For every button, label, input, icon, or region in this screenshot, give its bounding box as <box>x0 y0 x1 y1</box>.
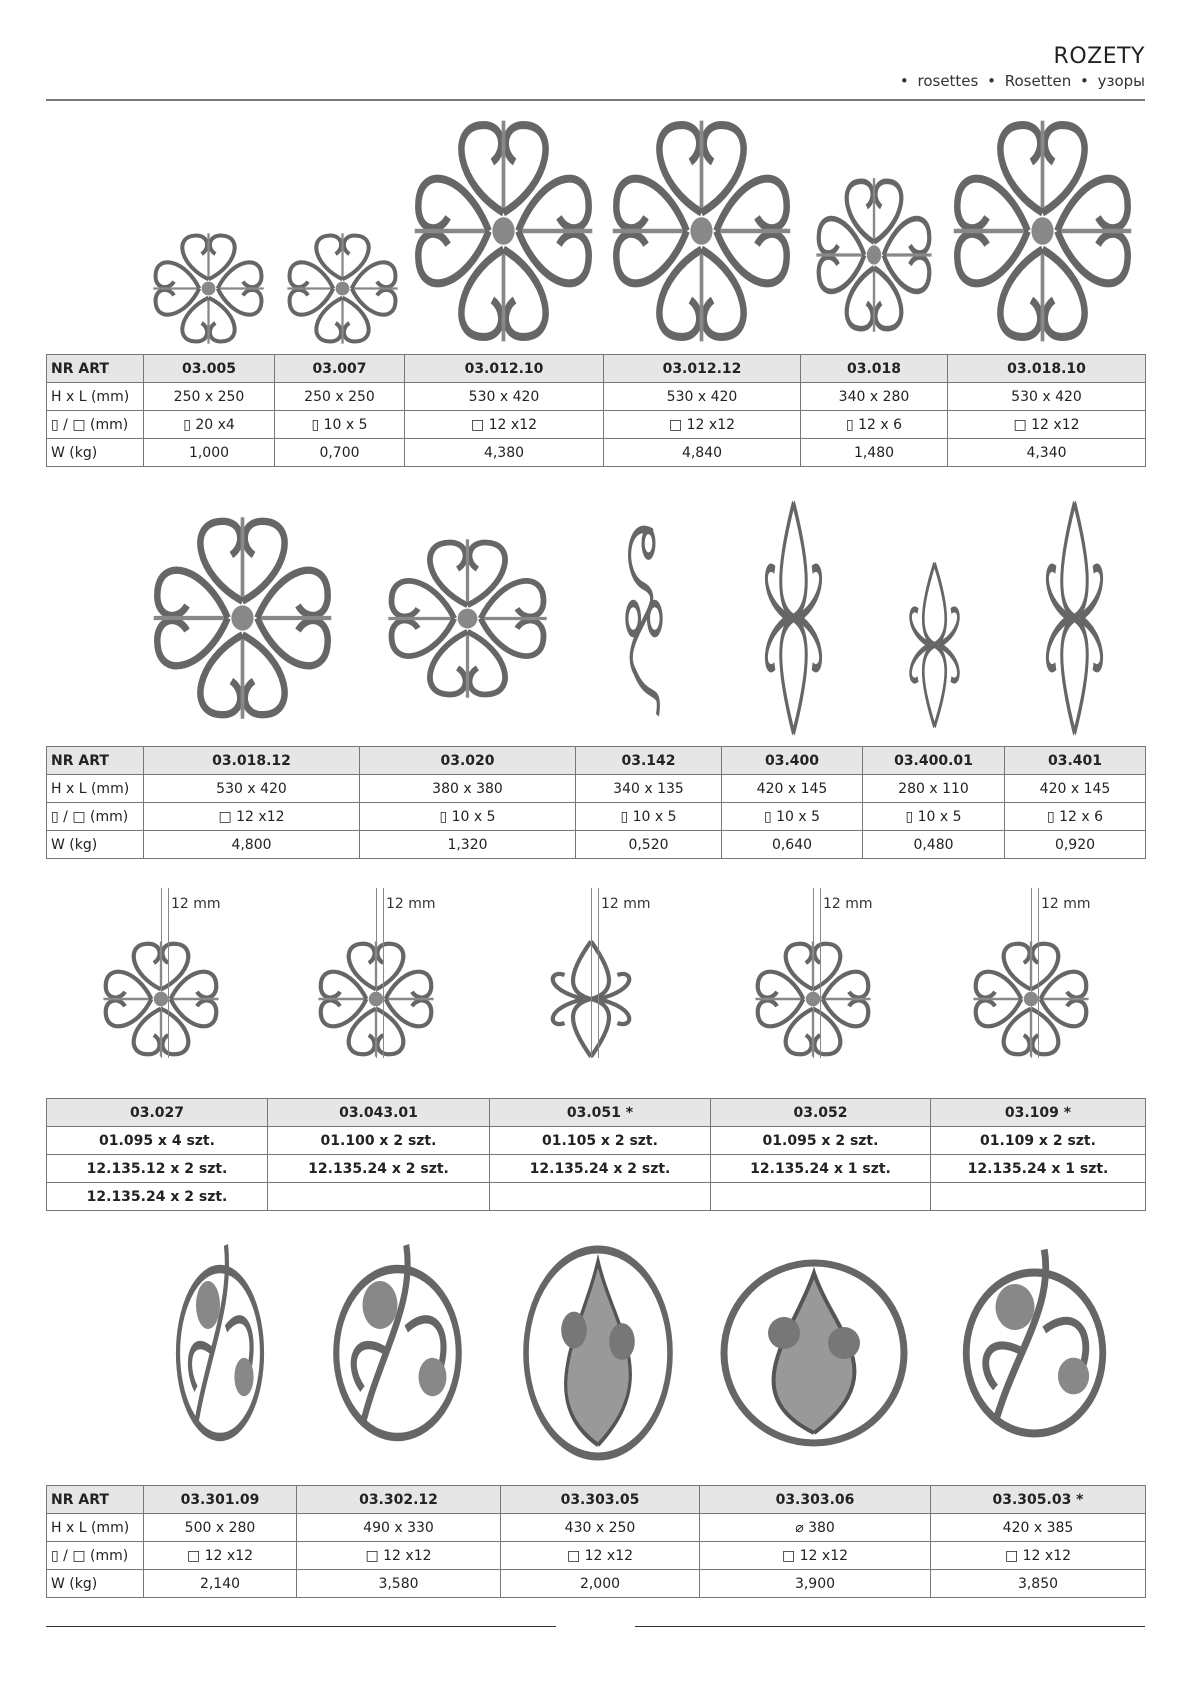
row-label: H x L (mm) <box>47 383 144 411</box>
table-cell: 03.012.12 <box>604 355 801 383</box>
table-cell: 4,840 <box>604 439 801 467</box>
row-label: H x L (mm) <box>47 1514 144 1542</box>
table-header-row <box>47 355 1146 383</box>
table-cell: ▯ 20 x4 <box>144 411 275 439</box>
row-label: ▯ / □ (mm) <box>47 803 144 831</box>
ornament-03-020 <box>385 536 550 701</box>
row-label: W (kg) <box>47 831 144 859</box>
table-cell: 03.018.12 <box>144 747 360 775</box>
table-cell: 530 x 420 <box>948 383 1146 411</box>
table-cell: 03.051 * <box>490 1099 711 1127</box>
table-cell: 01.105 x 2 szt. <box>490 1127 711 1155</box>
ornament-03-303-05 <box>518 1238 678 1468</box>
table-cell: 03.027 <box>47 1099 268 1127</box>
table-cell: 03.007 <box>275 355 405 383</box>
table-cell: 0,480 <box>863 831 1005 859</box>
table-cell: 340 x 135 <box>576 775 722 803</box>
ornament-03-303-06 <box>714 1253 914 1453</box>
table-cell <box>711 1183 931 1211</box>
table-cell: 280 x 110 <box>863 775 1005 803</box>
table-cell: 0,700 <box>275 439 405 467</box>
table-cell <box>268 1183 490 1211</box>
table-cell: 03.043.01 <box>268 1099 490 1127</box>
table-cell: 1,320 <box>360 831 576 859</box>
table-cell: 4,380 <box>405 439 604 467</box>
table-row <box>47 775 1146 803</box>
row-label: W (kg) <box>47 1570 144 1598</box>
table-cell: 250 x 250 <box>275 383 405 411</box>
table-cell: 420 x 145 <box>1005 775 1146 803</box>
page-title: ROZETY <box>1053 44 1145 69</box>
table-cell: 12.135.24 x 2 szt. <box>268 1155 490 1183</box>
table-cell: 03.005 <box>144 355 275 383</box>
ornament-03-400 <box>751 498 836 738</box>
table-cell: 3,900 <box>700 1570 931 1598</box>
table-cell: 340 x 280 <box>801 383 948 411</box>
spec-table-4 <box>46 1485 1146 1598</box>
table-cell: 490 x 330 <box>297 1514 501 1542</box>
table-cell: 530 x 420 <box>405 383 604 411</box>
table-cell: 3,850 <box>931 1570 1146 1598</box>
table-cell: 03.303.06 <box>700 1486 931 1514</box>
table-cell: 12.135.24 x 1 szt. <box>711 1155 931 1183</box>
table-cell: ▯ 12 x 6 <box>801 411 948 439</box>
row-label: ▯ / □ (mm) <box>47 411 144 439</box>
ornament-03-018-12 <box>150 513 335 723</box>
table-cell: 03.302.12 <box>297 1486 501 1514</box>
table-cell: 1,000 <box>144 439 275 467</box>
ornament-03-305-03 <box>937 1238 1132 1468</box>
table-cell: □ 12 x12 <box>297 1542 501 1570</box>
table-row <box>47 439 1146 467</box>
table-cell: 03.052 <box>711 1099 931 1127</box>
table-cell: 12.135.12 x 2 szt. <box>47 1155 268 1183</box>
table-cell: □ 12 x12 <box>931 1542 1146 1570</box>
table-header-row <box>47 747 1146 775</box>
bar-guide-lines <box>813 888 821 1058</box>
table-cell: 380 x 380 <box>360 775 576 803</box>
table-cell: 01.095 x 4 szt. <box>47 1127 268 1155</box>
page-subtitle: • rosettes • Rosetten • узоры <box>899 72 1145 90</box>
bar-guide-lines <box>591 888 599 1058</box>
table-cell: □ 12 x12 <box>948 411 1146 439</box>
table-cell: 1,480 <box>801 439 948 467</box>
table-cell <box>931 1183 1146 1211</box>
ornament-03-012-12 <box>609 116 794 346</box>
table-cell: 03.301.09 <box>144 1486 297 1514</box>
ornament-03-007 <box>285 231 400 346</box>
table-cell: 03.018.10 <box>948 355 1146 383</box>
table-cell: 12.135.24 x 1 szt. <box>931 1155 1146 1183</box>
table-cell: ▯ 10 x 5 <box>863 803 1005 831</box>
table-cell: 03.142 <box>576 747 722 775</box>
table-row <box>47 1514 1146 1542</box>
row-label: NR ART <box>47 747 144 775</box>
ornament-03-142 <box>599 511 689 726</box>
table-cell: 530 x 420 <box>604 383 801 411</box>
ornament-03-018-10 <box>950 116 1135 346</box>
table-cell: 01.109 x 2 szt. <box>931 1127 1146 1155</box>
table-cell: 03.012.10 <box>405 355 604 383</box>
ornament-03-401 <box>1032 498 1117 738</box>
table-cell: 03.109 * <box>931 1099 1146 1127</box>
table-cell: ▯ 10 x 5 <box>275 411 405 439</box>
table-cell: 03.303.05 <box>501 1486 700 1514</box>
header-divider <box>46 99 1145 101</box>
table-cell: 0,520 <box>576 831 722 859</box>
table-row <box>47 1183 1146 1211</box>
table-cell: 01.095 x 2 szt. <box>711 1127 931 1155</box>
ornament-03-302-12 <box>310 1233 485 1473</box>
table-cell: □ 12 x12 <box>405 411 604 439</box>
table-cell: ▯ 10 x 5 <box>576 803 722 831</box>
table-header-row <box>47 1486 1146 1514</box>
table-cell: 500 x 280 <box>144 1514 297 1542</box>
table-cell: 420 x 385 <box>931 1514 1146 1542</box>
ornament-03-005 <box>151 231 266 346</box>
spec-table-1 <box>46 354 1146 467</box>
table-row <box>47 1127 1146 1155</box>
table-cell: ▯ 10 x 5 <box>360 803 576 831</box>
ornament-03-301-09 <box>160 1233 280 1473</box>
table-cell: 01.100 x 2 szt. <box>268 1127 490 1155</box>
table-cell: 0,640 <box>722 831 863 859</box>
table-cell: □ 12 x12 <box>700 1542 931 1570</box>
table-row <box>47 1570 1146 1598</box>
table-cell: 2,140 <box>144 1570 297 1598</box>
footer-divider-left <box>46 1626 556 1627</box>
width-label: 12 mm <box>1041 896 1091 912</box>
bar-guide-lines <box>376 888 384 1058</box>
table-cell: 530 x 420 <box>144 775 360 803</box>
bar-guide-lines <box>161 888 169 1058</box>
table-row <box>47 803 1146 831</box>
table-cell: 420 x 145 <box>722 775 863 803</box>
table-cell: 2,000 <box>501 1570 700 1598</box>
table-cell: 3,580 <box>297 1570 501 1598</box>
row-label: H x L (mm) <box>47 775 144 803</box>
ornament-03-012-10 <box>411 116 596 346</box>
table-row <box>47 383 1146 411</box>
table-row <box>47 831 1146 859</box>
table-cell: 0,920 <box>1005 831 1146 859</box>
table-cell: 12.135.24 x 2 szt. <box>490 1155 711 1183</box>
table-cell <box>490 1183 711 1211</box>
table-cell: □ 12 x12 <box>604 411 801 439</box>
table-cell: 03.401 <box>1005 747 1146 775</box>
row-label: NR ART <box>47 1486 144 1514</box>
table-cell: 12.135.24 x 2 szt. <box>47 1183 268 1211</box>
table-cell: 250 x 250 <box>144 383 275 411</box>
table-cell: 4,340 <box>948 439 1146 467</box>
ornament-03-018 <box>814 175 934 335</box>
table-cell: 03.018 <box>801 355 948 383</box>
table-row <box>47 411 1146 439</box>
table-row <box>47 1155 1146 1183</box>
width-label: 12 mm <box>601 896 651 912</box>
table-cell: 430 x 250 <box>501 1514 700 1542</box>
table-cell: □ 12 x12 <box>144 1542 297 1570</box>
table-row <box>47 1542 1146 1570</box>
footer-divider-right <box>635 1626 1145 1627</box>
table-cell: 03.305.03 * <box>931 1486 1146 1514</box>
row-label: NR ART <box>47 355 144 383</box>
table-header-row <box>47 1099 1146 1127</box>
row-label: W (kg) <box>47 439 144 467</box>
table-cell: 03.400 <box>722 747 863 775</box>
width-label: 12 mm <box>171 896 221 912</box>
table-cell: □ 12 x12 <box>144 803 360 831</box>
spec-table-2 <box>46 746 1146 859</box>
width-label: 12 mm <box>386 896 436 912</box>
row-label: ▯ / □ (mm) <box>47 1542 144 1570</box>
table-cell: 03.020 <box>360 747 576 775</box>
table-cell: □ 12 x12 <box>501 1542 700 1570</box>
table-cell: ▯ 10 x 5 <box>722 803 863 831</box>
spec-table-3 <box>46 1098 1146 1211</box>
ornament-03-400-01 <box>897 560 972 730</box>
table-cell: 03.400.01 <box>863 747 1005 775</box>
bar-guide-lines <box>1031 888 1039 1058</box>
table-cell: ⌀ 380 <box>700 1514 931 1542</box>
width-label: 12 mm <box>823 896 873 912</box>
table-cell: ▯ 12 x 6 <box>1005 803 1146 831</box>
table-cell: 4,800 <box>144 831 360 859</box>
